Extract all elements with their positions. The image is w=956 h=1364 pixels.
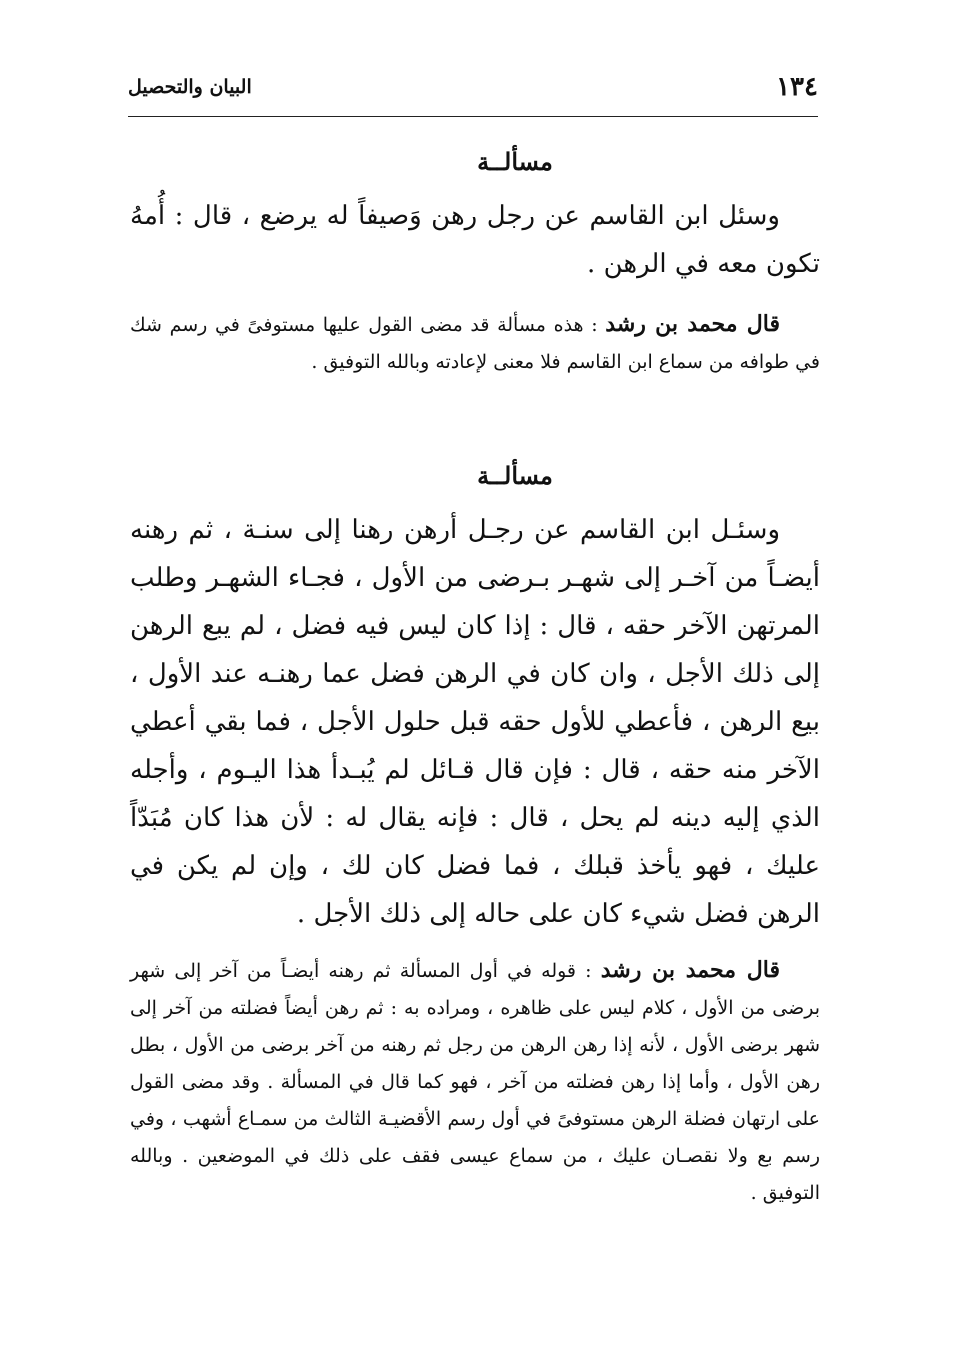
commentary-text: : قوله في أول المسألة ثم رهنه أيضـاً من آخر إلى شهر برضى من الأول ، كلام ليس على ظاهره ، ومراده به : ثم رهن أيضاً فضلته من آخر إلى شهر برضى الأول ، لأنه إذا رهن الرهن من رجل ثم رهنه من آخر برضى من الأول ، بطل رهن الأول ، وأما إذا رهن فضلته من آخر ، فهو كما قال في المسألة . وقد مضى القول على ارتهان فضلة الرهن مستوفىً في أول رسم الأقضيـة الثالث من سمـاع أشهب ، وفي رسم بع ولا نقصـان عليك ، من سماع عيسى فقف على ذلك في الموضعين . وبالله التوفيق . [130,960,820,1204]
running-title: البيان والتحصيل [128,76,252,98]
issue-section-1 [130,142,820,381]
page-number: ١٣٤ [776,72,818,102]
page-header [128,70,818,117]
commentary-paragraph [130,306,820,381]
commentary-text: : هذه مسألة قد مضى القول عليها مستوفىً في رسم شك في طوافه من سماع ابن القاسم فلا معنى لإعادته وبالله التوفيق . [130,314,820,373]
issue-question: وسئل ابن القاسم عن رجل رهن وَصيفاً له يرضع ، قال : أُمهُ تكون معه في الرهن . [130,201,820,279]
commentary-author: قال محمد بن رشد [600,957,780,983]
issue-section-2 [130,456,820,1212]
commentary-paragraph [130,952,820,1212]
issue-title: مسألــة [477,147,553,176]
issue-title: مسألــة [477,461,553,490]
commentary-author: قال محمد بن رشد [605,311,780,337]
issue-question: وسئـل ابن القاسم عن رجـل أرهن رهنا إلى سنـة ، ثم رهنه أيضـاً من آخـر إلى شهـر بـرضى من الأول ، فجـاء الشهـر وطلب المرتهن الآخر حقه ، قال : إذا كان ليس فيه فضل ، لم يبع الرهن إلى ذلك الأجل ، وان كان في الرهن فضل عما رهنـه عند الأول ، بيع الرهن ، فأعطي للأول حقه قبل حلول الأجل ، فما بقي أعطي الآخر منه حقه ، قال : فإن قال قـائل لم يُبـدأ هذا اليـوم ، وأجله الذي إليه دينه لم يحل ، قال : فإنه يقال له : لأن هذا كان مُبَدّاً عليك ، فهو يأخذ قبلك ، فما فضل كان لك ، وإن لم يكن في الرهن فضل شيء كان على حاله إلى ذلك الأجل . [130,515,820,929]
